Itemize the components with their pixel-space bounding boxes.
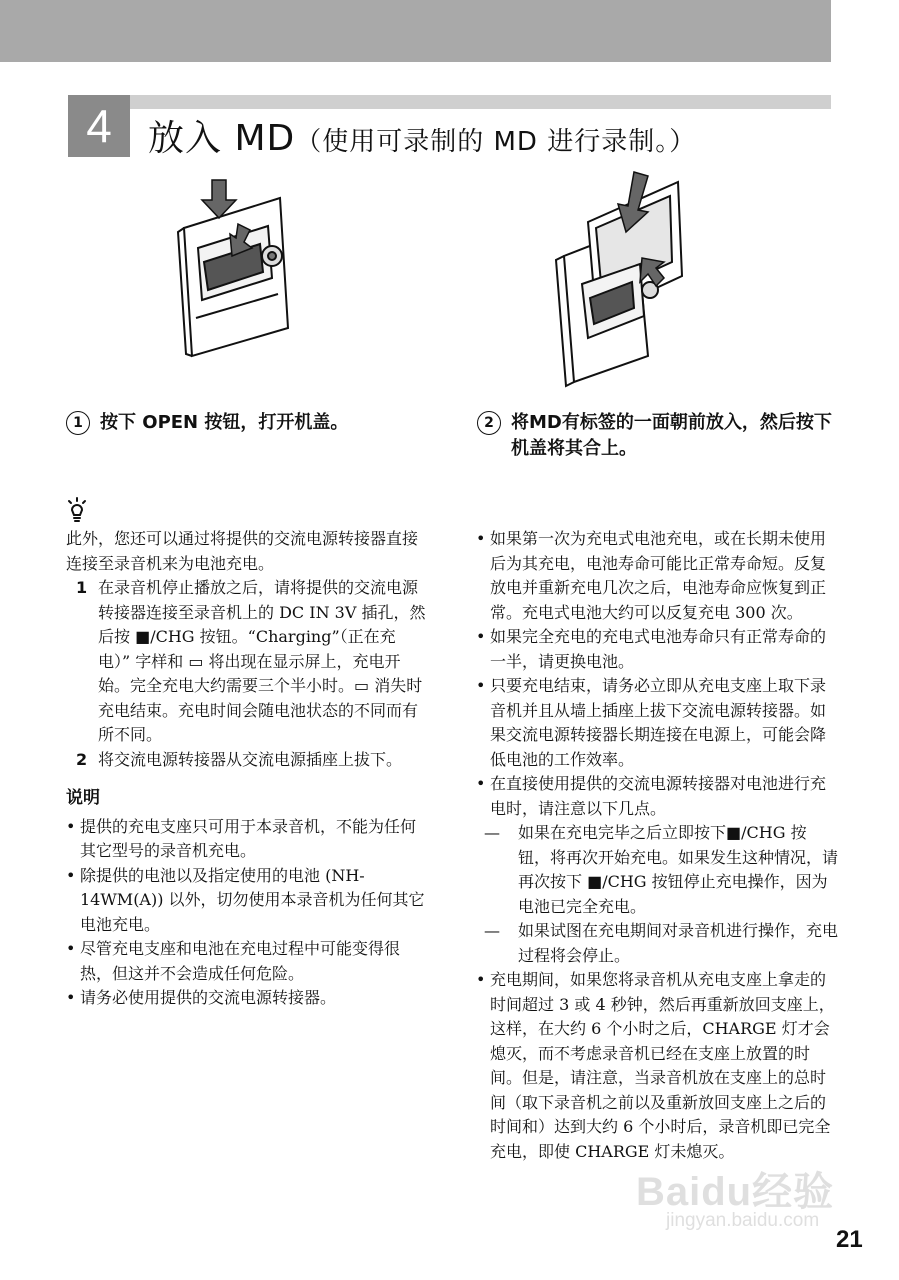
- note-item: • 除提供的电池以及指定使用的电池 (NH-14WM(A)) 以外，切勿使用本录音机为任何其它电池充电。: [66, 865, 425, 934]
- note-text: 充电期间，如果您将录音机从充电支座上拿走的时间超过 3 或 4 秒钟，然后再重新放回支座上，这样，在大约 6 个小时之后，CHARGE 灯才会熄灭，而不考虑录音机已经在支座上放置的时间。但是，请注意，当录音机放在支座上的总时间（取下录音机之前以及重新放回支座上之后的时间和）达到大约 6 个小时后，录音机即已完全充电，即使 CHARGE 灯未熄灭。: [490, 970, 835, 1161]
- tip-step-number: 2: [76, 749, 88, 769]
- note-item: • 如果完全充电的充电式电池寿命只有正常寿命的一半，请更换电池。: [476, 627, 827, 671]
- page-number: 21: [836, 1226, 863, 1253]
- section-subtitle: （使用可录制的 MD 进行录制。）: [295, 127, 697, 157]
- note-text: 如果第一次为充电式电池充电，或在长期未使用后为其充电，电池寿命可能比正常寿命短。反复放电并重新充电几次之后，电池寿命应恢复到正常。充电式电池大约可以反复充电 300 次。: [490, 529, 827, 622]
- dash-item: — 如果在充电完毕之后立即按下■/CHG 按钮，将再次开始充电。如果发生这种情况，请再次按下 ■/CHG 按钮停止充电操作，因为电池已完全充电。: [484, 823, 839, 916]
- tip-intro: 此外，您还可以通过将提供的交流电源转接器直接连接至录音机来为电池充电。: [66, 529, 419, 573]
- note-text: 如果完全充电的充电式电池寿命只有正常寿命的一半，请更换电池。: [490, 627, 827, 671]
- instruction-marker: 1: [66, 411, 90, 435]
- section-heading: [148, 110, 696, 161]
- figure-insert-md: [552, 166, 688, 388]
- instruction-2: [477, 410, 843, 462]
- note-text: 在直接使用提供的交流电源转接器对电池进行充电时，请注意以下几点。: [490, 774, 827, 818]
- tip-step-text: 将交流电源转接器从交流电源插座上拔下。: [98, 749, 403, 769]
- note-text: 除提供的电池以及指定使用的电池 (NH-14WM(A)) 以外，切勿使用本录音机为任何其它电池充电。: [80, 865, 425, 934]
- note-text: 提供的充电支座只可用于本录音机，不能为任何其它型号的录音机充电。: [80, 816, 417, 860]
- watermark-url: jingyan.baidu.com: [666, 1210, 820, 1231]
- instruction-marker: 2: [477, 411, 501, 435]
- note-item: • 充电期间，如果您将录音机从充电支座上拿走的时间超过 3 或 4 秒钟，然后再重新放回支座上，这样，在大约 6 个小时之后，CHARGE 灯才会熄灭，而不考虑录音机已经在支座上放置的时间。但是，请注意，当录音机放在支座上的总时间（取下录音机之前以及重新放回支座上之后的时间和）达到大约 6 个小时后，录音机即已完全充电，即使 CHARGE 灯未熄灭。: [476, 970, 835, 1161]
- tip-step: [66, 576, 426, 748]
- top-header-bar: [0, 0, 831, 62]
- baidu-watermark: [608, 1156, 848, 1242]
- figure-open-lid: [168, 178, 308, 358]
- note-text: 尽管充电支座和电池在充电过程中可能变得很热，但这并不会造成任何危险。: [80, 939, 401, 983]
- lightbulb-icon: [66, 497, 88, 523]
- note-item: • 如果第一次为充电式电池充电，或在长期未使用后为其充电，电池寿命可能比正常寿命短。反复放电并重新充电几次之后，电池寿命应恢复到正常。充电式电池大约可以反复充电 300 次。: [476, 529, 827, 622]
- tip-step-number: 1: [76, 578, 88, 597]
- step-number-box: [68, 95, 130, 157]
- section-title: 放入 MD: [148, 118, 296, 159]
- note-item: • 尽管充电支座和电池在充电过程中可能变得很热，但这并不会造成任何危险。: [66, 939, 401, 983]
- dash-text: 如果在充电完毕之后立即按下■/CHG 按钮，将再次开始充电。如果发生这种情况，请再次按下 ■/CHG 按钮停止充电操作，因为电池已完全充电。: [518, 823, 839, 916]
- step-header-rule: [130, 95, 831, 109]
- left-column: [66, 527, 426, 1011]
- step-number: 4: [86, 100, 112, 152]
- note-item: • 请务必使用提供的交流电源转接器。: [66, 988, 337, 1007]
- note-item: • 在直接使用提供的交流电源转接器对电池进行充电时，请注意以下几点。: [476, 774, 827, 818]
- watermark-brand: Baidu经验: [636, 1170, 835, 1214]
- dash-text: 如果试图在充电期间对录音机进行操作，充电过程将会停止。: [518, 921, 839, 965]
- instruction-text: 按下 OPEN 按钮，打开机盖。: [100, 412, 349, 433]
- instruction-1: [66, 410, 396, 436]
- tip-step-text: 在录音机停止播放之后，请将提供的交流电源转接器连接至录音机上的 DC IN 3V 插孔，然后按 ■/CHG 按钮。“Charging”（正在充电）” 字样和 ▭ 将出现在显示屏上，充电开始。完全充电大约需要三个半小时。▭ 消失时充电结束。充电时间会随电池状态的不同而有所不同。: [98, 578, 426, 744]
- tip-step: [66, 748, 426, 773]
- instruction-text: 将MD有标签的一面朝前放入，然后按下机盖将其合上。: [511, 412, 832, 459]
- note-text: 请务必使用提供的交流电源转接器。: [80, 988, 337, 1007]
- notes-title: 说明: [66, 788, 100, 808]
- note-text: 只要充电结束，请务必立即从充电支座上取下录音机并且从墙上插座上拔下交流电源转接器。如果交流电源转接器长期连接在电源上，可能会降低电池的工作效率。: [490, 676, 827, 769]
- dash-item: — 如果试图在充电期间对录音机进行操作，充电过程将会停止。: [484, 921, 839, 965]
- right-column: [476, 527, 838, 1164]
- note-item: • 只要充电结束，请务必立即从充电支座上取下录音机并且从墙上插座上拔下交流电源转接器。如果交流电源转接器长期连接在电源上，可能会降低电池的工作效率。: [476, 676, 827, 769]
- note-item: • 提供的充电支座只可用于本录音机，不能为任何其它型号的录音机充电。: [66, 816, 417, 860]
